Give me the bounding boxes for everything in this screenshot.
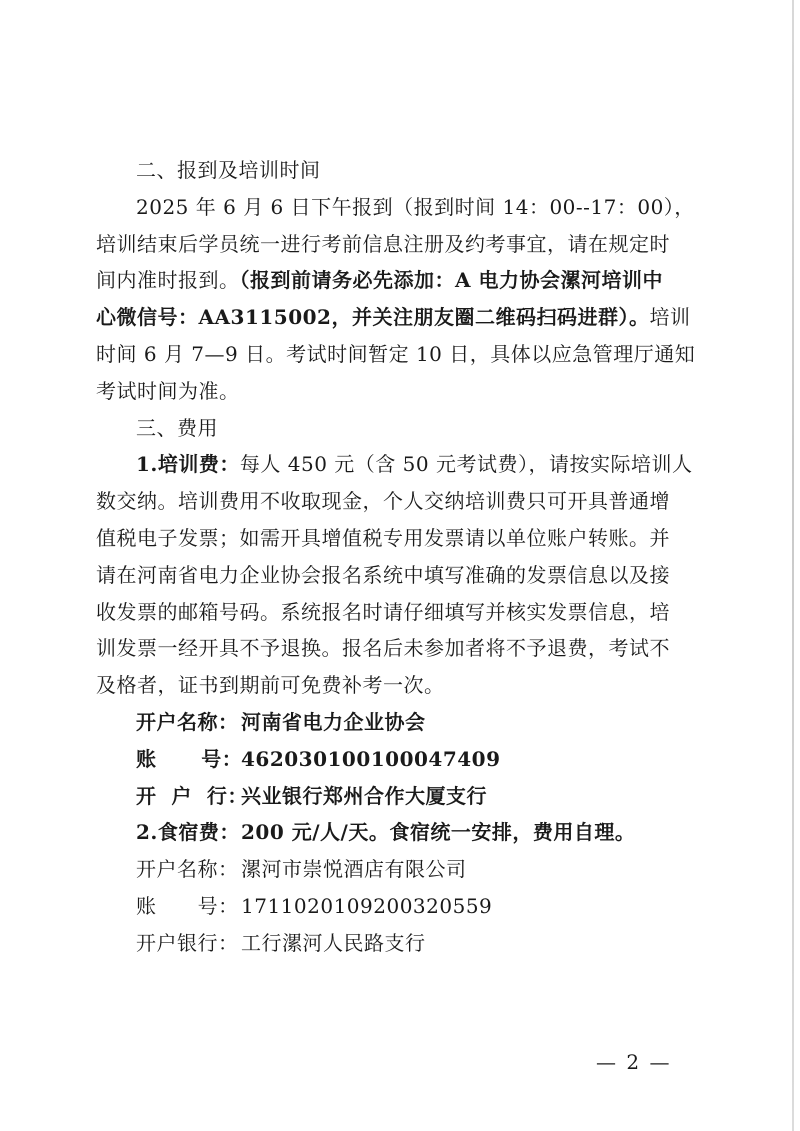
section-2-heading: 二、报到及培训时间 xyxy=(136,158,321,182)
section-2-para-line: 培训结束后学员统一进行考前信息注册及约考事宜，请在规定时 xyxy=(96,231,670,256)
account-value: 1711020109200320559 xyxy=(241,893,493,918)
plain-text: 间内准时报到。 xyxy=(96,268,240,293)
bold-notice-text: 心微信号：AA3115002，并关注朋友圈二维码扫码进群）。 xyxy=(96,305,650,330)
account-2-name-row xyxy=(96,851,696,888)
section-2-para-line xyxy=(96,262,696,299)
fee-1-line: 训发票一经开具不予退换。报名后未参加者将不予退费，考试不 xyxy=(96,636,670,661)
fee-1-text: 每人 450 元（含 50 元考试费），请按实际培训人 xyxy=(239,452,693,477)
account-1-number-row xyxy=(96,741,696,778)
fee-1-line: 及格者，证书到期前可免费补考一次。 xyxy=(96,673,445,698)
fee-2-line xyxy=(96,814,696,851)
account-label: 开户名称： xyxy=(136,709,239,734)
section-3-heading: 三、费用 xyxy=(136,415,218,440)
account-label: 开户银行： xyxy=(136,930,239,955)
plain-text: 培训 xyxy=(649,305,691,330)
account-1-name-row xyxy=(96,704,696,741)
account-label: 开户名称： xyxy=(136,857,239,882)
section-2-para-line: 2025 年 6 月 6 日下午报到（报到时间 14：00--17：00）， xyxy=(136,194,695,219)
account-label: 账 号： xyxy=(136,746,243,771)
fee-1-line: 请在河南省电力企业协会报名系统中填写准确的发票信息以及接 xyxy=(96,562,670,587)
document-body xyxy=(96,152,696,962)
account-label: 开 户 行： xyxy=(136,783,248,808)
account-value: 工行漯河人民路支行 xyxy=(241,930,426,955)
fee-2-label: 2.食宿费： xyxy=(136,820,240,845)
account-1-bank-row xyxy=(96,778,696,815)
account-value: 462030100100047409 xyxy=(241,746,501,771)
bold-notice-text: （报到前请务必先添加：A 电力协会漯河培训中 xyxy=(239,268,663,293)
account-2-number-row xyxy=(96,888,696,925)
account-value: 漯河市崇悦酒店有限公司 xyxy=(241,857,467,882)
fee-1-label: 1.培训费： xyxy=(136,452,240,477)
fee-1-line: 收发票的邮箱号码。系统报名时请仔细填写并核实发票信息，培 xyxy=(96,599,670,624)
fee-1-line xyxy=(96,446,696,483)
fee-1-line: 值税电子发票；如需开具增值税专用发票请以单位账户转账。并 xyxy=(96,525,670,550)
fee-2-text: 200 元/人/天。食宿统一安排，费用自理。 xyxy=(241,820,636,845)
account-value: 兴业银行郑州合作大厦支行 xyxy=(241,783,487,808)
scan-edge-line xyxy=(792,0,794,1131)
section-2-para-line xyxy=(96,299,696,336)
fee-1-line: 数交纳。培训费用不收取现金，个人交纳培训费只可开具普通增 xyxy=(96,489,670,514)
account-value: 河南省电力企业协会 xyxy=(241,709,426,734)
section-2-para-line: 考试时间为准。 xyxy=(96,378,240,403)
page-number: — 2 — xyxy=(596,1050,672,1074)
account-label: 账 号： xyxy=(136,893,239,918)
section-2-para-line: 时间 6 月 7—9 日。考试时间暂定 10 日，具体以应急管理厅通知 xyxy=(96,341,696,366)
account-2-bank-row xyxy=(96,925,696,962)
